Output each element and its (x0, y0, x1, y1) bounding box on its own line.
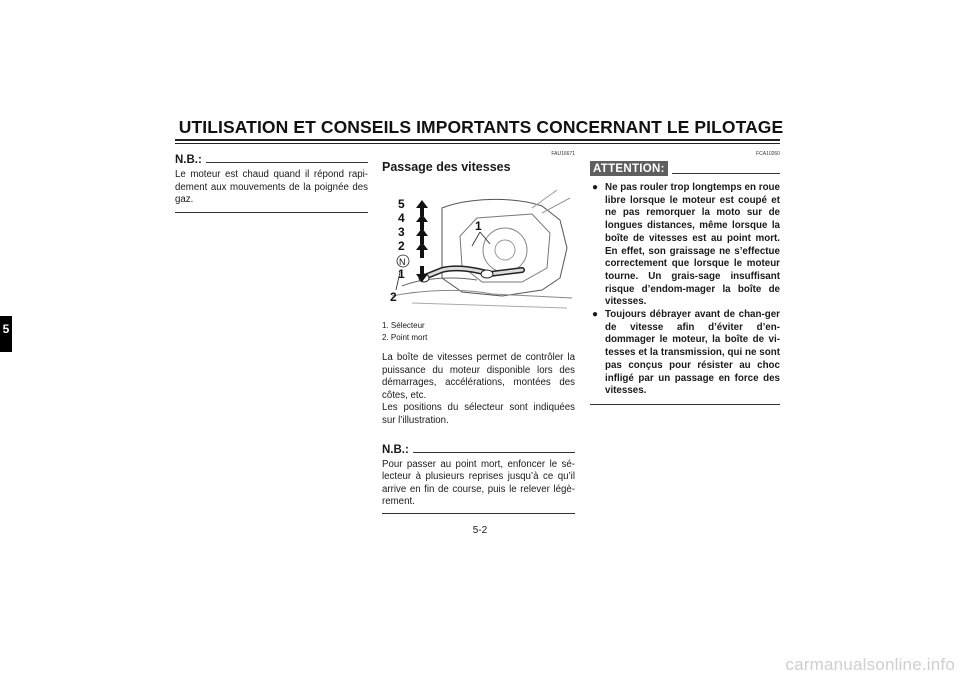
note-label-2: N.B.: (382, 443, 409, 456)
note-heading (175, 150, 368, 166)
attention-code: FCA10260 (756, 151, 780, 157)
gear-label-5: 5 (398, 197, 405, 211)
bullet-icon: ● (592, 309, 599, 321)
attention-item-text: Toujours débrayer avant de chan-ger de vitesse afin d’éviter d’en-dommager le moteur, la boîte de vi-tesses et la transmission, qui ne sont pas conçus pour résister au choc infligé par un passage en force des vitesses. (605, 309, 780, 397)
note-heading-rule (206, 162, 368, 163)
bullet-icon: ● (592, 182, 599, 193)
shift-pedal-drawing (382, 178, 575, 318)
note-label: N.B.: (175, 154, 202, 166)
middle-column (382, 150, 575, 514)
watermark: carmanualsonline.info (785, 655, 955, 674)
note-heading-2 (382, 440, 575, 456)
gear-arrows (416, 200, 428, 282)
gear-label-4: 4 (398, 211, 405, 225)
paragraph-1: La boîte de vitesses permet de contrôler la puissance du moteur disponible lors des démarrages, accélérations, montées des côtes, etc. (382, 352, 575, 401)
section-code: FAU16671 (551, 151, 575, 157)
shift-lever (419, 268, 522, 282)
attention-item (590, 182, 780, 309)
note-end-rule (175, 212, 368, 213)
figure-captions (382, 320, 575, 344)
right-column (590, 150, 780, 405)
section-title: Passage des vitesses (382, 160, 511, 174)
note-heading-rule-2 (413, 452, 575, 453)
gear-label-1: 1 (398, 267, 405, 281)
header-rule (175, 139, 780, 141)
page-title: UTILISATION ET CONSEILS IMPORTANTS CONCERNANT LE PILOTAGE (178, 117, 784, 137)
attention-heading (590, 158, 780, 176)
attention-label: ATTENTION: (590, 161, 668, 176)
note-text: Le moteur est chaud quand il répond rapi-dement aux mouvements de la poignée des gaz. (175, 169, 368, 206)
caption-2: 2. Point mort (382, 333, 428, 342)
attention-item (590, 309, 780, 398)
attention-heading-rule (672, 173, 780, 174)
callout-1: 1 (475, 219, 482, 233)
gear-shift-illustration (382, 178, 575, 318)
caption-1: 1. Sélecteur (382, 321, 425, 330)
page-number: 5-2 (472, 525, 488, 536)
header-rule-thin (175, 143, 780, 144)
gear-label-n: N (399, 257, 406, 267)
attention-item-text: Ne pas rouler trop longtemps en roue libre lorsque le moteur est coupé et ne pas remorquer la moto sur de longues distances, même lorsque la boîte de vitesses est au point mort. En effet, son graissage ne s’effectue correctement que lorsque le moteur tourne. Un grais-sage insuffisant risque d’endom-mager la boîte de vitesses. (605, 182, 780, 308)
gear-label-2: 2 (398, 239, 405, 253)
attention-list (590, 182, 780, 398)
gear-label-3: 3 (398, 225, 405, 239)
note-text-2: Pour passer au point mort, enfoncer le sé-lecteur à plusieurs reprises jusqu’à ce qu’il arrive en fin de course, puis le relever légè-rement. (382, 458, 575, 508)
attention-end-rule (590, 404, 780, 405)
callout-2: 2 (390, 290, 397, 304)
note-end-rule-2 (382, 513, 575, 514)
left-column (175, 150, 368, 213)
paragraph-2: Les positions du sélecteur sont indiquées sur l’illustration. (382, 402, 575, 426)
chapter-number: 5 (2, 322, 10, 336)
